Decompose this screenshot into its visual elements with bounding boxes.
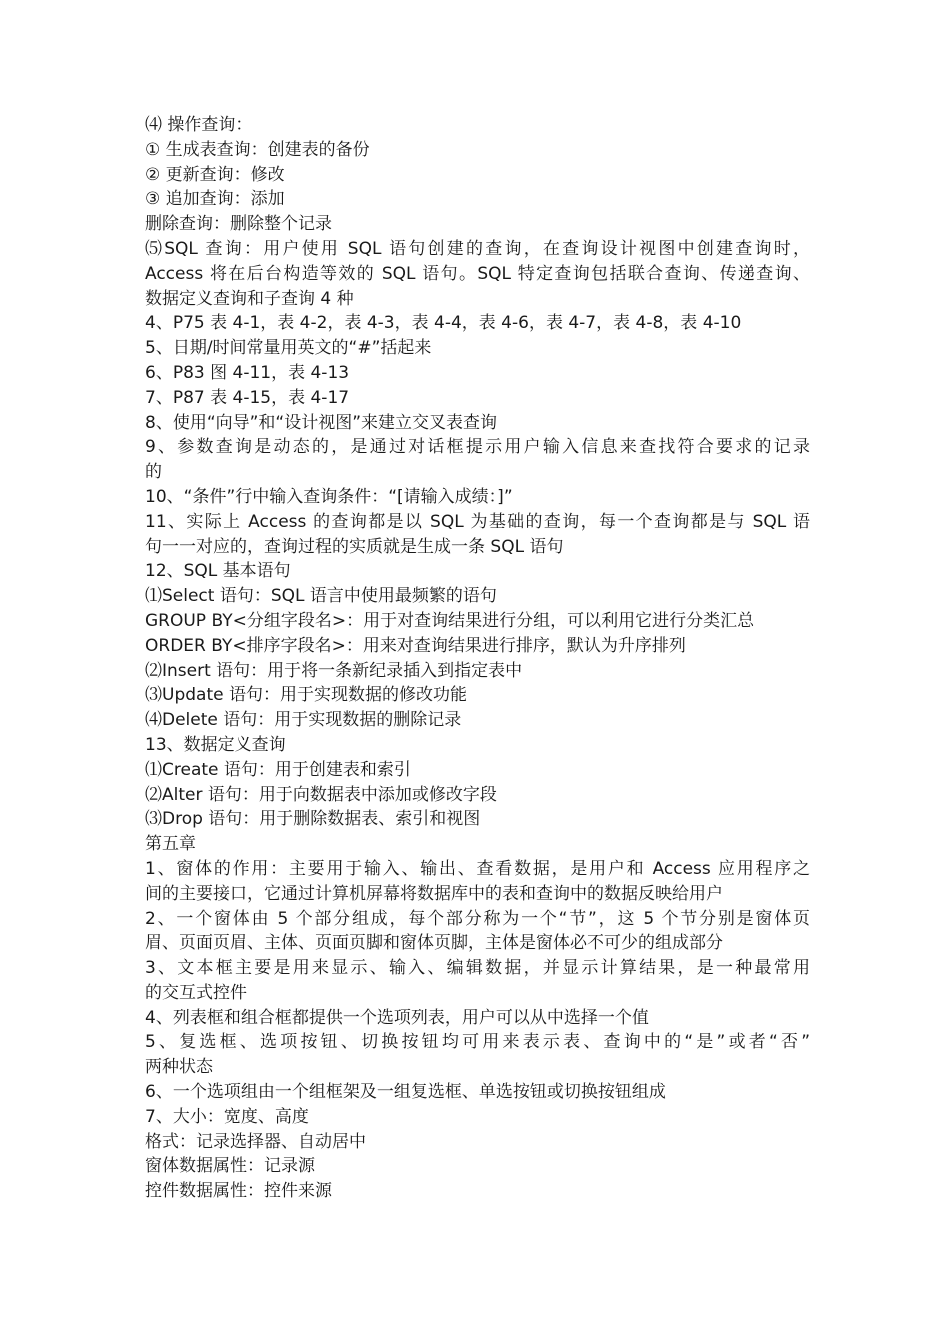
text-line: 的交互式控件 [145, 982, 247, 1003]
text-line: 12、SQL 基本语句 [145, 561, 291, 582]
text-line: 格式：记录选择器、自动居中 [145, 1131, 366, 1152]
text-line: 6、P83 图 4-11，表 4-13 [145, 362, 350, 383]
text-line: ⑶Update 语句：用于实现数据的修改功能 [145, 685, 467, 706]
text-line: 11、实际上 Access 的查询都是以 SQL 为基础的查询，每一个查询都是与 SQL 语 [145, 511, 810, 532]
text-line: Access 将在后台构造等效的 SQL 语句。SQL 特定查询包括联合查询、传递查询、 [145, 263, 810, 284]
text-line: 5、复选框、选项按钮、切换按钮均可用来表示表、查询中的“是”或者“否” [145, 1032, 810, 1053]
text-line: 6、一个选项组由一个组框架及一组复选框、单选按钮或切换按钮组成 [145, 1082, 666, 1103]
text-line: ⑴Select 语句：SQL 语言中使用最频繁的语句 [145, 586, 497, 607]
text-line: 删除查询：删除整个记录 [145, 214, 332, 235]
text-line: ① 生成表查询：创建表的备份 [145, 139, 370, 160]
text-line: GROUP BY<分组字段名>：用于对查询结果进行分组，可以利用它进行分类汇总 [145, 610, 755, 631]
text-line: ⑸SQL 查询：用户使用 SQL 语句创建的查询，在查询设计视图中创建查询时， [145, 238, 810, 259]
chapter-heading: 第五章 [145, 834, 196, 855]
text-line: 的 [145, 462, 162, 483]
text-line: 控件数据属性：控件来源 [145, 1181, 332, 1202]
text-line: 4、P75 表 4-1，表 4-2，表 4-3，表 4-4，表 4-6，表 4-7，表 4-8，表 4-10 [145, 313, 742, 334]
text-line: 眉、页面页眉、主体、页面页脚和窗体页脚，主体是窗体必不可少的组成部分 [145, 933, 723, 954]
text-line: 13、数据定义查询 [145, 734, 286, 755]
text-line: 间的主要接口，它通过计算机屏幕将数据库中的表和查询中的数据反映给用户 [145, 883, 723, 904]
text-line: 10、“条件”行中输入查询条件：“[请输入成绩：]” [145, 486, 513, 507]
text-line: 3、文本框主要是用来显示、输入、编辑数据，并显示计算结果，是一种最常用 [145, 958, 810, 979]
text-line: 4、列表框和组合框都提供一个选项列表，用户可以从中选择一个值 [145, 1007, 649, 1028]
text-line: ⑷Delete 语句：用于实现数据的删除记录 [145, 710, 462, 731]
text-line: 2、一个窗体由 5 个部分组成，每个部分称为一个“节”，这 5 个节分别是窗体页 [145, 908, 810, 929]
text-line: ⑴Create 语句：用于创建表和索引 [145, 759, 411, 780]
text-line: ORDER BY<排序字段名>：用来对查询结果进行排序，默认为升序排列 [145, 635, 686, 656]
text-line: ⑵Insert 语句：用于将一条新纪录插入到指定表中 [145, 660, 523, 681]
text-line: 5、日期/时间常量用英文的“#”括起来 [145, 338, 432, 359]
text-line: ⑷ 操作查询： [145, 115, 253, 135]
text-line: ⑶Drop 语句：用于删除数据表、索引和视图 [145, 809, 481, 830]
text-line: ③ 追加查询：添加 [145, 189, 285, 210]
document-body [145, 113, 810, 1204]
text-line: ② 更新查询：修改 [145, 164, 285, 185]
text-line: 句一一对应的，查询过程的实质就是生成一条 SQL 语句 [145, 536, 564, 557]
text-line: 7、P87 表 4-15，表 4-17 [145, 387, 350, 408]
text-line: 7、大小：宽度、高度 [145, 1106, 309, 1127]
text-line: 9、参数查询是动态的，是通过对话框提示用户输入信息来查找符合要求的记录 [145, 437, 810, 458]
text-line: ⑵Alter 语句：用于向数据表中添加或修改字段 [145, 784, 497, 805]
text-line: 数据定义查询和子查询 4 种 [145, 288, 354, 309]
text-line: 窗体数据属性：记录源 [145, 1156, 315, 1177]
text-line: 1、窗体的作用：主要用于输入、输出、查看数据，是用户和 Access 应用程序之 [145, 858, 810, 879]
text-line: 8、使用“向导”和“设计视图”来建立交叉表查询 [145, 412, 498, 433]
text-line: 两种状态 [145, 1057, 213, 1078]
